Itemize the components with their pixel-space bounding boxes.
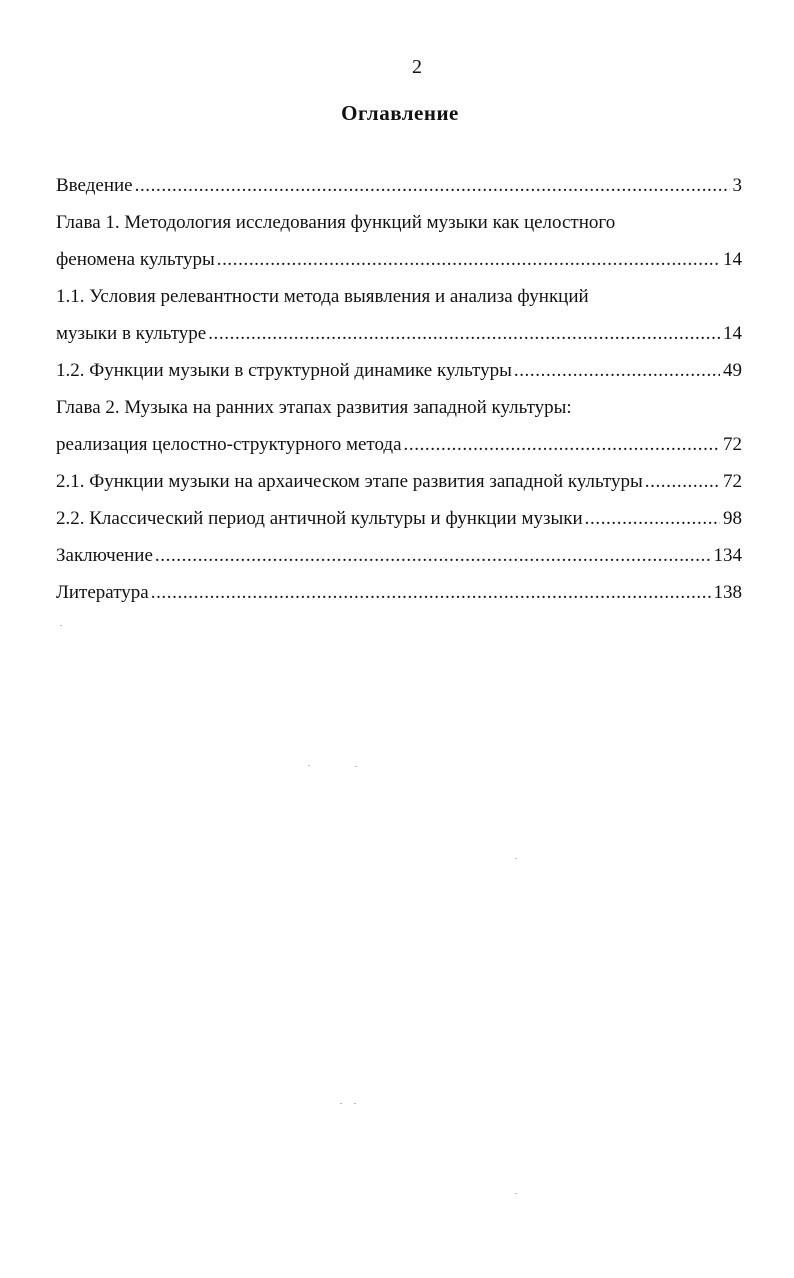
toc-entry-text: 2.1. Функции музыки на архаическом этапе развития западной культуры (56, 471, 643, 492)
toc-entry-text: Введение (56, 175, 133, 196)
dot-leader (514, 355, 720, 387)
toc-entry-conclusion (56, 540, 742, 577)
toc-entry-text: Глава 1. Методология исследования функций музыки как целостного (56, 212, 616, 233)
dot-leader (585, 503, 720, 535)
table-of-contents (56, 170, 742, 614)
toc-entry-page: 98 (723, 508, 742, 529)
toc-entry-section-1-1 (56, 281, 742, 318)
toc-entry-text: реализация целостно-структурного метода (56, 434, 402, 455)
toc-entry-section-1-1-cont (56, 318, 742, 355)
toc-entry-text: Литература (56, 582, 149, 603)
toc-entry-page: 14 (723, 249, 742, 270)
toc-entry-section-2-1 (56, 466, 742, 503)
scan-speck (340, 1103, 342, 1104)
toc-entry-chapter-2 (56, 392, 742, 429)
toc-entry-page: 14 (723, 323, 742, 344)
toc-entry-introduction (56, 170, 742, 207)
toc-entry-page: 138 (713, 582, 742, 603)
toc-entry-chapter-2-cont (56, 429, 742, 466)
dot-leader (208, 318, 720, 350)
scan-speck (354, 1103, 356, 1104)
toc-entry-section-1-2 (56, 355, 742, 392)
toc-entry-section-2-2 (56, 503, 742, 540)
dot-leader (645, 466, 720, 498)
dot-leader (135, 170, 730, 202)
toc-entry-page: 72 (723, 434, 742, 455)
dot-leader (217, 244, 720, 276)
toc-entry-text: Заключение (56, 545, 153, 566)
toc-entry-page: 3 (732, 175, 742, 196)
toc-entry-chapter-1 (56, 207, 742, 244)
toc-entry-text: 1.2. Функции музыки в структурной динамике культуры (56, 360, 512, 381)
dot-leader (151, 577, 711, 609)
toc-entry-references (56, 577, 742, 614)
dot-leader (404, 429, 720, 461)
toc-entry-text: феномена культуры (56, 249, 215, 270)
toc-entry-text: Глава 2. Музыка на ранних этапах развития западной культуры: (56, 397, 572, 418)
page-number: 2 (412, 56, 422, 78)
toc-entry-text: 2.2. Классический период античной культуры и функции музыки (56, 508, 583, 529)
dot-leader (155, 540, 711, 572)
scan-speck (515, 858, 517, 859)
toc-entry-chapter-1-cont (56, 244, 742, 281)
scan-speck (515, 1193, 517, 1194)
toc-entry-text: 1.1. Условия релевантности метода выявления и анализа функций (56, 286, 589, 307)
toc-title: Оглавление (341, 101, 459, 125)
scan-speck (60, 625, 62, 626)
toc-entry-text: музыки в культуре (56, 323, 207, 344)
toc-entry-page: 72 (723, 471, 742, 492)
scan-speck (355, 766, 357, 767)
toc-entry-page: 49 (723, 360, 742, 381)
toc-entry-page: 134 (713, 545, 742, 566)
scan-speck (308, 765, 310, 766)
